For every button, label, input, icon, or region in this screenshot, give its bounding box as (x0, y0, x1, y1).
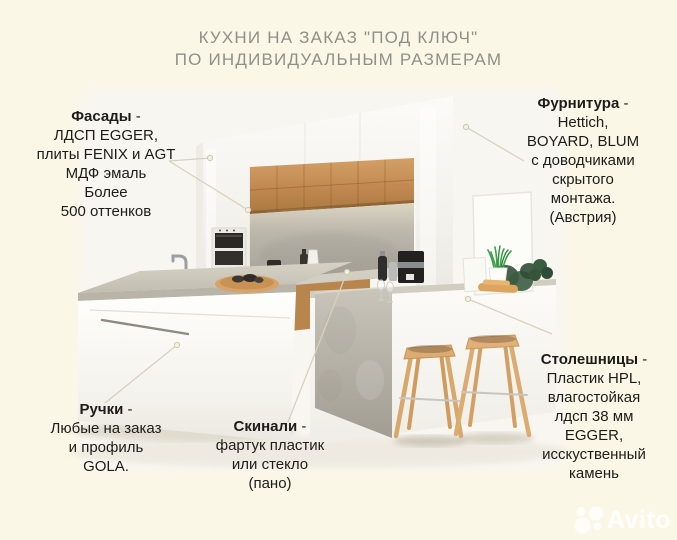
avito-circles-icon (574, 504, 604, 536)
annotation-skinali: Скинали - фартук пластик или стекло (пано) (215, 418, 325, 492)
coffee-machine-icon (398, 251, 424, 283)
annotation-furniture: Фурнитура - Hettich, BOYARD, BLUM с доводчиками скрытого монтажа. (Австрия) (526, 95, 640, 226)
avito-watermark (574, 504, 671, 536)
annotation-countertops: Столешницы - Пластик HPL, влагостойкая лдсп 38 мм EGGER, исскуственный камень (540, 351, 648, 482)
annotation-facades: Фасады - ЛДСП EGGER, плиты FENIX и AGT МДФ эмаль Более 500 оттенков (36, 108, 176, 220)
avito-watermark-label: Avito (606, 505, 671, 534)
title-line-2: ПО ИНДИВИДУАЛЬНЫМ РАЗМЕРАМ (174, 50, 503, 69)
annotation-heading: Фурнитура - (537, 95, 629, 112)
title-line-1: КУХНИ НА ЗАКАЗ "ПОД КЛЮЧ" (198, 28, 479, 47)
annotation-heading: Фасады - (71, 108, 141, 125)
annotation-heading: Столешницы - (540, 351, 648, 368)
annotation-handles: Ручки - Любые на заказ и профиль GOLA. (50, 401, 162, 475)
annotation-heading: Скинали - (233, 418, 307, 435)
annotation-heading: Ручки - (79, 401, 133, 418)
page-title (0, 27, 677, 71)
oven-icon (212, 228, 246, 272)
